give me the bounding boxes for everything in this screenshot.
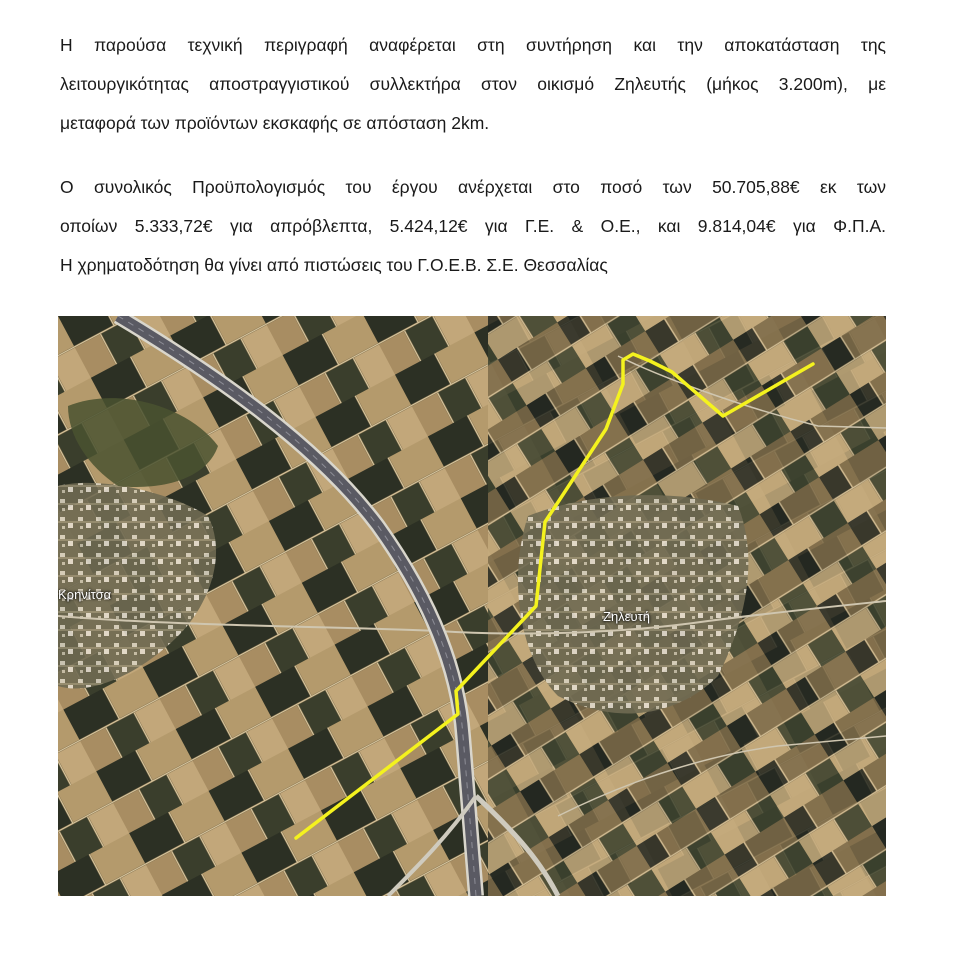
text-line: Ο συνολικός Προϋπολογισμός του έργου ανέρχεται στο ποσό των 50.705,88€ εκ των [60,177,886,197]
budget-paragraph [60,168,886,285]
satellite-map [58,316,886,896]
text-line: οποίων 5.333,72€ για απρόβλεπτα, 5.424,12€ για Γ.Ε. & Ο.Ε., και 9.814,04€ για Φ.Π.Α. [60,216,886,236]
text-line: Η χρηματοδότηση θα γίνει από πιστώσεις του Γ.Ο.Ε.Β. Σ.Ε. Θεσσαλίας [60,255,608,275]
text-line: μεταφορά των προϊόντων εκσκαφής σε απόσταση 2km. [60,113,490,133]
satellite-map-image [58,316,886,896]
technical-description-paragraph [60,26,886,143]
map-label-krinitsa: Κρηνίτσα [58,587,112,602]
text-line: Η παρούσα τεχνική περιγραφή αναφέρεται στη συντήρηση και την αποκατάσταση της [60,35,886,55]
map-label-zileftis: Ζηλευτή [603,609,650,624]
text-line: λειτουργικότητας αποστραγγιστικού συλλεκτήρα στον οικισμό Ζηλευτής (μήκος 3.200m), με [60,74,886,94]
